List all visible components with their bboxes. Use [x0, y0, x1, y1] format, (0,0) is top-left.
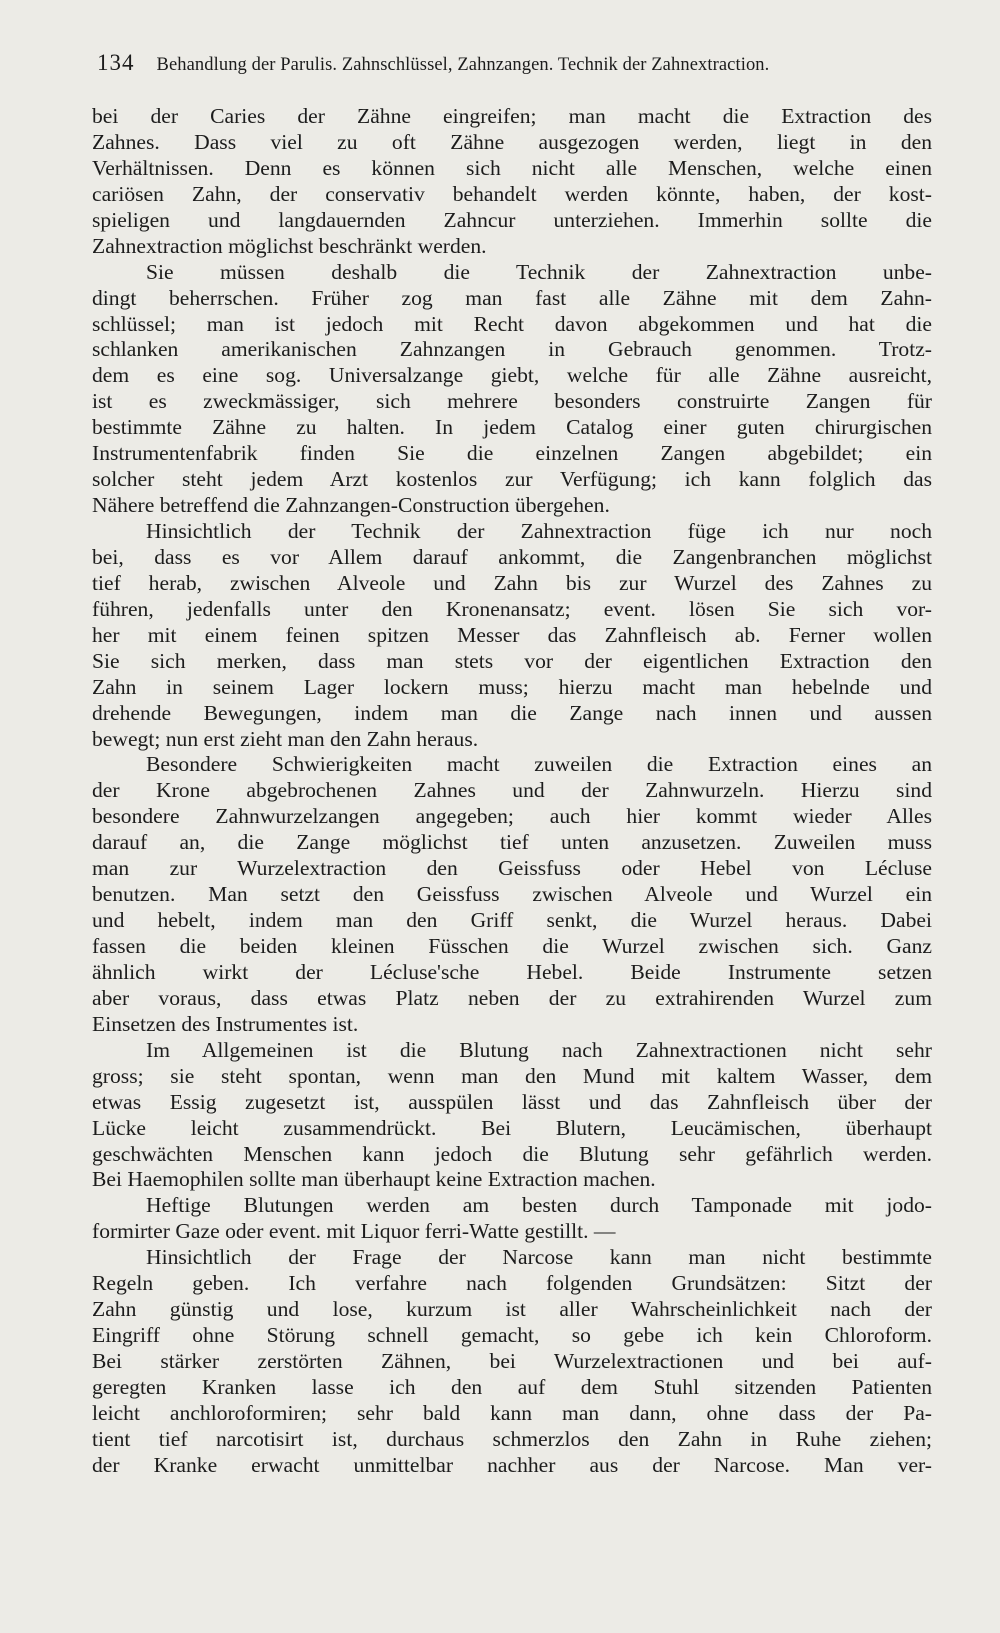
text-line: Einsetzen des Instrumentes ist.: [92, 1011, 359, 1036]
text-line: darauf an, die Zange möglichst tief unten anzusetzen. Zuweilen muss: [92, 830, 932, 855]
text-line: Zahn günstig und lose, kurzum ist aller Wahrscheinlichkeit nach der: [92, 1297, 932, 1322]
text-line: bei, dass es vor Allem darauf ankommt, die Zangenbranchen möglichst: [92, 544, 932, 569]
text-line: benutzen. Man setzt den Geissfuss zwischen Alveole und Wurzel ein: [92, 882, 932, 907]
page-number: 134: [97, 50, 135, 75]
text-line: Regeln geben. Ich verfahre nach folgenden Grundsätzen: Sitzt der: [92, 1271, 932, 1296]
text-line: Lücke leicht zusammendrückt. Bei Blutern, Leucämischen, überhaupt: [92, 1115, 932, 1140]
text-line: der Krone abgebrochenen Zahnes und der Zahnwurzeln. Hierzu sind: [92, 778, 932, 803]
text-line: Bei Haemophilen sollte man überhaupt keine Extraction machen.: [92, 1167, 656, 1192]
text-line: Im Allgemeinen ist die Blutung nach Zahnextractionen nicht sehr: [146, 1037, 932, 1062]
text-line: Nähere betreffend die Zahnzangen-Construction übergehen.: [92, 493, 610, 518]
text-line: Hinsichtlich der Frage der Narcose kann man nicht bestimmte: [146, 1245, 932, 1270]
text-line: Instrumentenfabrik finden Sie die einzelnen Zangen abgebildet; ein: [92, 441, 932, 466]
text-line: formirter Gaze oder event. mit Liquor ferri-Watte gestillt. —: [92, 1219, 616, 1244]
text-line: gross; sie steht spontan, wenn man den Mund mit kaltem Wasser, dem: [92, 1063, 932, 1088]
text-line: fassen die beiden kleinen Füsschen die Wurzel zwischen sich. Ganz: [92, 934, 932, 958]
text-line: Verhältnissen. Denn es können sich nicht alle Menschen, welche einen: [92, 155, 932, 180]
text-line: Zahnextraction möglichst beschränkt werden.: [92, 233, 487, 258]
text-line: schlüssel; man ist jedoch mit Recht davon abgekommen und hat die: [92, 311, 932, 336]
text-line: dem es eine sog. Universalzange giebt, welche für alle Zähne ausreicht,: [92, 363, 932, 388]
text-line: Heftige Blutungen werden am besten durch Tamponade mit jodo-: [146, 1193, 932, 1218]
body-text: [92, 104, 932, 1479]
text-line: ähnlich wirkt der Lécluse'sche Hebel. Beide Instrumente setzen: [92, 959, 932, 984]
text-line: Sie sich merken, dass man stets vor der eigentlichen Extraction den: [92, 648, 932, 673]
text-line: Sie müssen deshalb die Technik der Zahnextraction unbe-: [146, 259, 932, 284]
text-line: aber voraus, dass etwas Platz neben der zu extrahirenden Wurzel zum: [92, 985, 932, 1010]
text-line: Zahnes. Dass viel zu oft Zähne ausgezogen werden, liegt in den: [92, 129, 932, 154]
text-line: Zahn in seinem Lager lockern muss; hierzu macht man hebelnde und: [92, 674, 932, 699]
text-line: drehende Bewegungen, indem man die Zange nach innen und aussen: [92, 700, 932, 725]
text-line: schlanken amerikanischen Zahnzangen in Gebrauch genommen. Trotz-: [92, 337, 932, 362]
text-line: und hebelt, indem man den Griff senkt, die Wurzel heraus. Dabei: [92, 908, 932, 933]
text-line: besondere Zahnwurzelzangen angegeben; auch hier kommt wieder Alles: [92, 804, 932, 829]
text-line: cariösen Zahn, der conservativ behandelt werden könnte, haben, der kost-: [92, 181, 932, 206]
text-line: leicht anchloroformiren; sehr bald kann man dann, ohne dass der Pa-: [92, 1400, 932, 1425]
text-line: der Kranke erwacht unmittelbar nachher aus der Narcose. Man ver-: [92, 1452, 932, 1477]
text-line: bewegt; nun erst zieht man den Zahn heraus.: [92, 726, 479, 751]
text-line: tief herab, zwischen Alveole und Zahn bis zur Wurzel des Zahnes zu: [92, 570, 932, 595]
text-line: her mit einem feinen spitzen Messer das Zahnfleisch ab. Ferner wollen: [92, 622, 932, 647]
text-line: geschwächten Menschen kann jedoch die Blutung sehr gefährlich werden.: [92, 1141, 932, 1166]
text-line: Besondere Schwierigkeiten macht zuweilen die Extraction eines an: [146, 752, 932, 777]
text-line: man zur Wurzelextraction den Geissfuss oder Hebel von Lécluse: [92, 856, 932, 881]
text-line: geregten Kranken lasse ich den auf dem Stuhl sitzenden Patienten: [92, 1374, 932, 1399]
text-line: dingt beherrschen. Früher zog man fast alle Zähne mit dem Zahn-: [92, 285, 932, 310]
text-line: bestimmte Zähne zu halten. In jedem Catalog einer guten chirurgischen: [92, 415, 932, 440]
text-line: spieligen und langdauernden Zahncur unterziehen. Immerhin sollte die: [92, 207, 932, 232]
text-line: Bei stärker zerstörten Zähnen, bei Wurzelextractionen und bei auf-: [92, 1349, 932, 1373]
text-line: führen, jedenfalls unter den Kronenansatz; event. lösen Sie sich vor-: [92, 596, 932, 621]
page-header: [97, 50, 935, 82]
text-line: ist es zweckmässiger, sich mehrere besonders construirte Zangen für: [92, 389, 932, 414]
running-head: Behandlung der Parulis. Zahnschlüssel, Zahnzangen. Technik der Zahnextraction.: [156, 55, 770, 75]
text-line: bei der Caries der Zähne eingreifen; man macht die Extraction des: [92, 104, 932, 128]
text-line: Eingriff ohne Störung schnell gemacht, so gebe ich kein Chloroform.: [92, 1323, 932, 1348]
text-line: etwas Essig zugesetzt ist, ausspülen lässt und das Zahnfleisch über der: [92, 1089, 932, 1114]
text-line: Hinsichtlich der Technik der Zahnextraction füge ich nur noch: [146, 519, 932, 543]
text-line: solcher steht jedem Arzt kostenlos zur Verfügung; ich kann folglich das: [92, 467, 932, 492]
text-line: tient tief narcotisirt ist, durchaus schmerzlos den Zahn in Ruhe ziehen;: [92, 1426, 932, 1451]
